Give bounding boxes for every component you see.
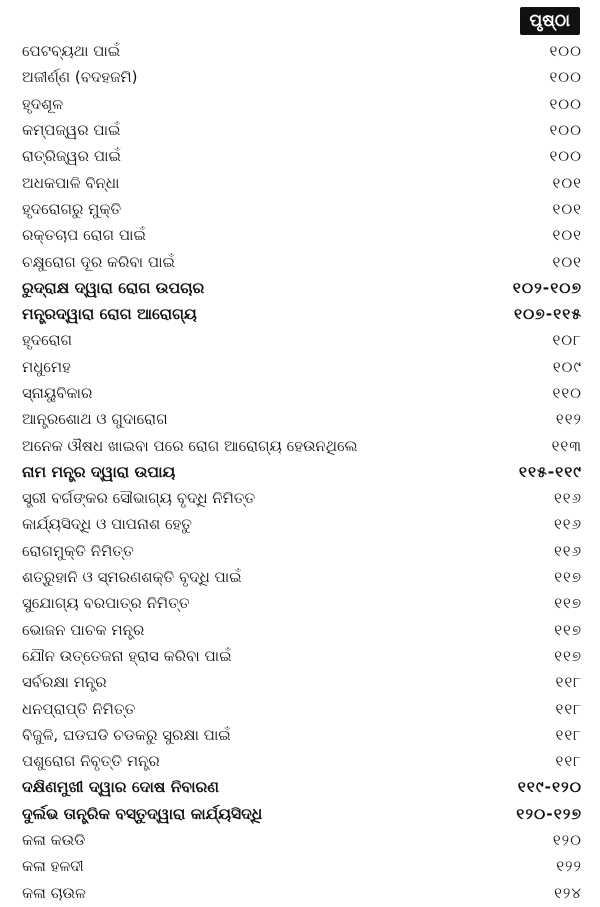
toc-entry-title: କଳା ଚାଉଳ [22,883,86,902]
toc-entry [22,669,582,695]
toc-entry-page: ୧୦୧ [552,199,582,218]
toc-entry-page: ୧୦୭-୧୧୫ [513,305,582,324]
toc-entry-title: ନାମ ମନ୍ତ୍ର ଦ୍ୱାରା ଉପାୟ [22,462,176,481]
toc-entry-page: ୧୧୬ [553,515,582,534]
toc-entry-title: ଅଧକପାଳି ବିନ୍ଧା [22,173,120,192]
toc-entry-title: ହୃଦଶୂଳ [22,94,64,113]
toc-entry-page: ୧୨୦-୧୨୭ [516,804,582,823]
toc-entry [22,91,582,117]
toc-entry-page: ୧୦୦ [549,68,582,87]
toc-entry [22,248,582,274]
toc-entry-page: ୧୧୮ [555,752,582,771]
toc-entry-page: ୧୧୬ [553,541,582,560]
toc-entry [22,432,582,458]
toc-entry [22,117,582,143]
toc-entry-title: ମନ୍ତ୍ରଦ୍ୱାରା ରୋଗ ଆରୋଗ୍ୟ [22,305,197,324]
toc-entry [22,327,582,353]
toc-entry-title: ଚକ୍ଷୁରୋଗ ଦୂର କରିବା ପାଇଁ [22,252,175,271]
toc-entry-title: ସୁଯୋଗ୍ୟ ବରପାତ୍ର ନିମିତ୍ତ [22,594,190,613]
toc-entry-page: ୧୧୮ [555,673,582,692]
toc-entry-page: ୧୧୮ [555,699,582,718]
toc-entry-title: ଅଜୀର୍ଣ୍ଣ (ବଦହଜମି) [22,68,138,87]
toc-section-heading [22,301,582,327]
toc-section-heading [22,801,582,827]
toc-entry [22,354,582,380]
toc-entry-page: ୧୧୭ [554,594,582,613]
toc-section-heading [22,275,582,301]
toc-entry-page: ୧୧୦ [552,384,582,402]
toc-entry-title: ବିଜୁଳି, ଘଡଘଡି ଚଡକରୁ ସୁରକ୍ଷା ପାଇଁ [22,725,231,744]
toc-entry-title: କଳା କଉଡି [22,831,86,850]
toc-entry [22,196,582,222]
toc-entry [22,643,582,669]
toc-entry-page: ୧୦୦ [549,121,582,140]
toc-entry [22,880,582,906]
toc-section-heading [22,459,582,485]
page-column-header: ପୃଷ୍ଠା [520,7,580,35]
toc-entry [22,380,582,406]
toc-entry [22,38,582,64]
toc-entry-title: ଭୋଜନ ପାଚକ ମନ୍ତ୍ର [22,620,145,639]
toc-entry [22,722,582,748]
toc-entry [22,406,582,432]
toc-entry-page: ୧୨୦ [552,831,582,850]
toc-entry-page: ୧୧୭ [554,646,582,665]
toc-entry-page: ୧୦୮ [552,331,582,350]
toc-entry-title: ଧନପ୍ରାପ୍ତି ନିମିତ୍ତ [22,699,136,718]
toc-entry-page: ୧୦୦ [549,42,582,61]
header-row [22,6,582,36]
toc-entry [22,695,582,721]
toc-entry-page: ୧୦୧ [552,226,582,245]
toc-entry [22,617,582,643]
toc-list [22,38,582,906]
toc-entry-page: ୧୦୧ [552,173,582,192]
toc-entry-page: ୧୧୬ [553,489,582,508]
toc-entry-page: ୧୦୯ [552,357,582,376]
toc-entry-title: ଶତ୍ରୁହାନି ଓ ସ୍ମରଣଶକ୍ତି ବୃଦ୍ଧି ପାଇଁ [22,568,242,587]
toc-entry-title: ଯୌନ ଉତ୍ତେଜନା ହ୍ରାସ କରିବା ପାଇଁ [22,646,232,665]
toc-entry [22,748,582,774]
toc-entry-title: କାର୍ଯ୍ୟସିଦ୍ଧି ଓ ପାପନାଶ ହେତୁ [22,515,192,534]
toc-entry [22,64,582,90]
toc-entry-title: ପେଟବ୍ୟଥା ପାଇଁ [22,42,121,61]
toc-entry-title: ସର୍ବରକ୍ଷା ମନ୍ତ୍ର [22,673,107,692]
toc-entry-page: ୧୧୭ [554,568,582,587]
toc-entry-title: ରୋଗମୁକ୍ତି ନିମିତ୍ତ [22,541,134,560]
toc-entry-title: ପଶୁରୋଗ ନିବୃତ୍ତି ମନ୍ତ୍ର [22,752,160,771]
toc-entry [22,485,582,511]
toc-entry-title: ଦକ୍ଷିଣମୁଖୀ ଦ୍ୱାର ଦୋଷ ନିବାରଣ [22,778,219,797]
toc-entry-page: ୧୦୨-୧୦୭ [512,278,582,297]
toc-entry [22,590,582,616]
toc-entry [22,143,582,169]
toc-entry [22,538,582,564]
toc-entry-title: କମ୍ପଜ୍ୱର ପାଇଁ [22,121,121,140]
toc-entry-title: କଳା ହଳଦୀ [22,857,84,876]
toc-entry-title: ହୃଦରୋଗ [22,331,73,350]
toc-section-heading [22,774,582,800]
toc-entry [22,222,582,248]
toc-entry [22,827,582,853]
toc-entry-page: ୧୧୫-୧୧୯ [518,462,582,481]
toc-entry-page: ୧୧୨ [555,410,582,429]
toc-entry-title: ରୁଦ୍ରାକ୍ଷ ଦ୍ୱାରା ରୋଗ ଉପଚାର [22,278,205,297]
toc-entry-title: ଅନେକ ଔଷଧ ଖାଇବା ପରେ ରୋଗ ଆରୋଗ୍ୟ ହେଉନଥିଲେ [22,436,358,455]
toc-entry-title: ସ୍ନାୟୁବିକାର [22,384,93,402]
toc-entry [22,853,582,879]
toc-entry-title: ଦୁର୍ଲଭ ତାନ୍ତ୍ରିକ ବସ୍ତୁଦ୍ୱାରା କାର୍ଯ୍ୟସିଦ୍ଧି [22,804,263,823]
toc-entry-title: ସ୍ତ୍ରୀ ବର୍ଗଙ୍କର ସୌଭାଗ୍ୟ ବୃଦ୍ଧି ନିମିତ୍ତ [22,489,256,508]
toc-entry-page: ୧୧୮ [555,725,582,744]
toc-entry-title: ମଧୁମେହ [22,357,71,376]
toc-entry [22,564,582,590]
toc-entry [22,169,582,195]
toc-entry-title: ହୃଦରୋଗରୁ ମୁକ୍ତି [22,199,122,218]
toc-entry-title: ଆନ୍ତ୍ରଶୋଥ ଓ ଗୁଦାରୋଗ [22,410,168,429]
toc-entry-page: ୧୦୦ [549,94,582,113]
toc-entry-page: ୧୨୨ [556,857,582,876]
toc-entry-page: ୧୧୯-୧୨୦ [517,778,582,797]
toc-entry-title: ରକ୍ତଚାପ ରୋଗ ପାଇଁ [22,226,146,245]
toc-entry [22,511,582,537]
toc-entry-page: ୧୨୪ [554,883,582,902]
toc-entry-page: ୧୧୩ [551,436,582,455]
toc-entry-page: ୧୦୧ [552,252,582,271]
toc-entry-page: ୧୦୦ [549,147,582,166]
toc-entry-page: ୧୧୭ [554,620,582,639]
toc-entry-title: ରାତ୍ରିଜ୍ୱର ପାଇଁ [22,147,121,166]
